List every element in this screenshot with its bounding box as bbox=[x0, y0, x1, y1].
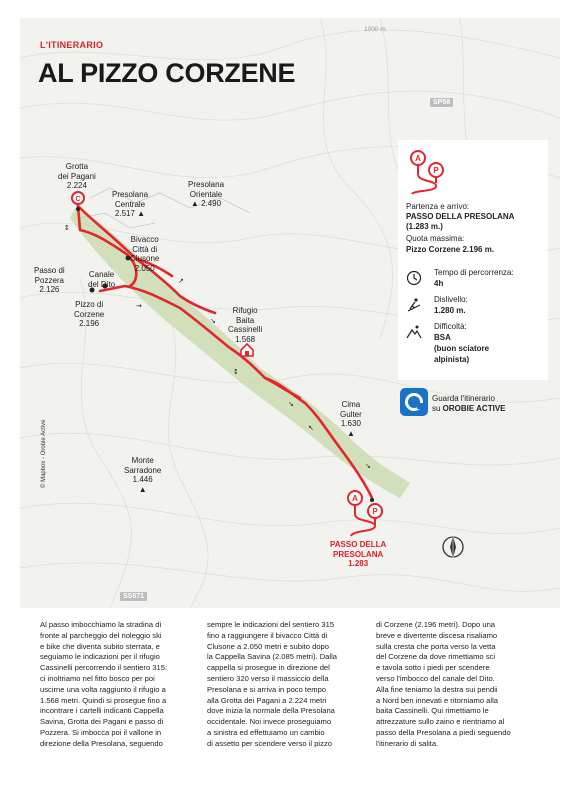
body-column-1: Al passo imbocchiamo la stradina di fronte al parcheggio del noleggio ski e bike che diventa subito sterrata, e seguiamo le indicazioni per il rifugio Cassinelli percorrendo il sentiero 315: ci inoltriamo nel fitto bosco per poi uscirne una volta raggiunto il rifugio a 1.568 metri. Quindi si prosegue fino a incontrare i cartelli indicanti Cappella Savina, Grotta dei Pagani e passo di Pozzera. Si imbocca poi il vallone in direzione della Presolana, seguendo bbox=[40, 620, 168, 748]
partenza-value-2: (1.283 m.) bbox=[406, 222, 443, 231]
dislivello-label: Dislivello: bbox=[434, 295, 468, 304]
label-passo-presolana: PASSO DELLA PRESOLANA 1.283 bbox=[330, 540, 387, 568]
difficolta-label: Difficoltà: bbox=[434, 322, 467, 331]
svg-text:C: C bbox=[75, 196, 81, 203]
label-cima-gulter: Cima Gulter 1.630 ▲ bbox=[340, 400, 362, 438]
route-pins-icon bbox=[406, 148, 450, 196]
orobie-active-link[interactable]: Guarda l'itinerario su OROBIE ACTIVE bbox=[432, 394, 506, 413]
body-column-3: di Corzene (2.196 metri). Dopo una breve e divertente discesa risaliamo sulla cresta che porta verso la vetta del Corzene da dove rimettiamo sci e tavola sotto i piedi per scendere verso l'imbocco del canale del Dito. Alla fine teniamo la destra sui pendii a Nord ben innevati e ritorniamo alla baita Cassinelli. Qui rimettiamo le attrezzature sullo zaino e rientriamo al passo della Presolana a piedi seguendo l'itinerario di salita. bbox=[376, 620, 511, 748]
clock-icon bbox=[406, 270, 422, 286]
difficolta-value-3: alpinista) bbox=[434, 355, 470, 364]
label-rifugio: Rifugio Baita Cassinelli 1.568 bbox=[228, 306, 263, 344]
difficolta-value-1: BSA bbox=[434, 333, 451, 342]
label-presolana-centrale: Presolana Centrale 2.517 ▲ bbox=[112, 190, 149, 218]
difficolta-value-2: (buon sciatore bbox=[434, 344, 490, 353]
svg-text:↘: ↘ bbox=[210, 317, 216, 325]
label-presolana-orientale: Presolana Orientale ▲ 2.490 bbox=[188, 180, 225, 208]
label-monte-sarradone: Monte Sarradone 1.446 ▲ bbox=[124, 456, 162, 494]
label-grotta: Grotta dei Pagani 2.224 bbox=[58, 162, 96, 190]
svg-text:↕: ↕ bbox=[64, 224, 70, 232]
compass-icon bbox=[440, 534, 466, 560]
quota-label: Quota massima: bbox=[406, 234, 465, 243]
label-bivacco: Bivacco Città di Clusone 2.050 bbox=[130, 235, 160, 273]
quota-value: Pizzo Corzene 2.196 m. bbox=[406, 245, 495, 254]
svg-text:→: → bbox=[136, 302, 142, 310]
page-title: AL PIZZO CORZENE bbox=[38, 58, 296, 88]
road-label-ss671: SS671 bbox=[120, 592, 147, 601]
road-label-sp58: SP58 bbox=[430, 98, 453, 107]
svg-text:P: P bbox=[372, 507, 378, 516]
svg-text:↖: ↖ bbox=[308, 424, 314, 432]
partenza-value-1: PASSO DELLA PRESOLANA bbox=[406, 212, 515, 221]
tempo-value: 4h bbox=[434, 279, 444, 288]
kicker: L'ITINERARIO bbox=[40, 40, 104, 50]
label-passo-pozzera: Passo di Pozzera 2.126 bbox=[34, 266, 65, 294]
info-panel bbox=[398, 140, 548, 380]
svg-text:A: A bbox=[352, 494, 358, 503]
label-canale-dito: Canale del Dito bbox=[88, 270, 116, 289]
skier-icon bbox=[406, 297, 422, 313]
tempo-label: Tempo di percorrenza: bbox=[434, 268, 514, 277]
svg-text:↘: ↘ bbox=[365, 462, 371, 470]
svg-text:P: P bbox=[433, 166, 439, 175]
label-pizzo-corzene: Pizzo di Corzene 2.196 bbox=[74, 300, 105, 328]
contour-label: 1000 m bbox=[364, 26, 386, 33]
orobie-active-logo-icon[interactable] bbox=[400, 388, 428, 416]
map-credit: © Mapbox - Orobie Active bbox=[41, 419, 47, 488]
svg-text:↕: ↕ bbox=[233, 368, 239, 376]
partenza-label: Partenza e arrivo: bbox=[406, 202, 470, 211]
dislivello-value: 1.280 m. bbox=[434, 306, 466, 315]
svg-text:↘: ↘ bbox=[288, 400, 294, 408]
body-column-2: sempre le indicazioni del sentiero 315 fino a raggiungere il bivacco Città di Clusone a 2.050 metri e subito dopo la Cappella Savina (2.085 metri). Dalla cappella si prosegue in direzione del sentiero 320 verso il massiccio della Presolana e si arriva in poco tempo alla Grotta dei Pagani a 2.224 metri dove inizia la normale della Presolana occidentale. Noi invece proseguiamo a sinistra ed effettuiamo un cambio di assetto per scendere verso il pizzo bbox=[207, 620, 338, 748]
svg-text:A: A bbox=[415, 154, 421, 163]
svg-text:↗: ↗ bbox=[178, 277, 184, 285]
difficulty-icon bbox=[406, 324, 422, 340]
